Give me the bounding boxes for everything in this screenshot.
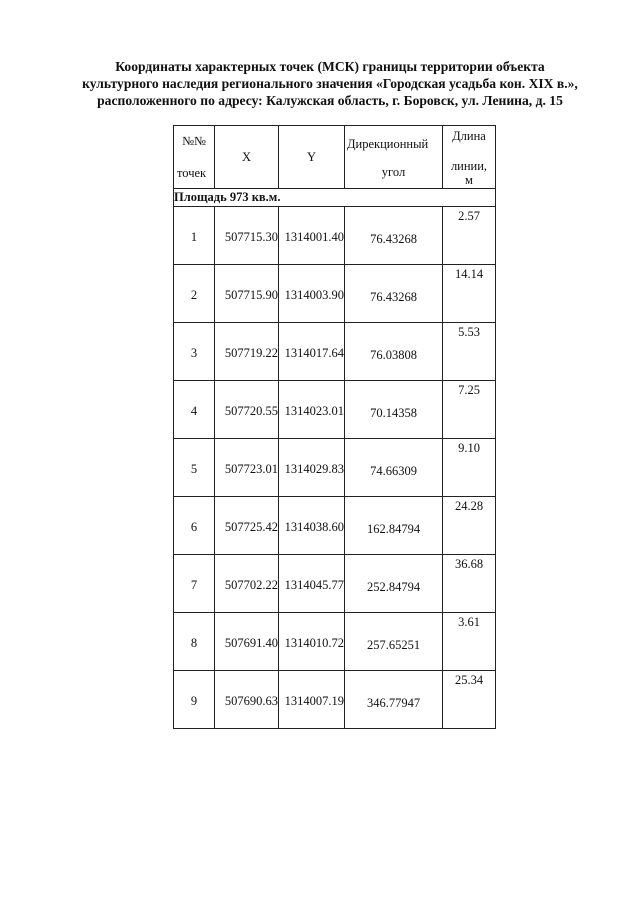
cell-point-number: 6: [174, 497, 215, 555]
cell-x: 507691.40: [215, 613, 279, 671]
cell-line-length: 2.57: [443, 207, 496, 265]
cell-direction-angle: 76.43268: [345, 207, 443, 265]
cell-point-number: 7: [174, 555, 215, 613]
table-row: [174, 381, 496, 439]
cell-y: 1314001.40: [279, 207, 345, 265]
table-row: [174, 207, 496, 265]
cell-direction-angle: 70.14358: [345, 381, 443, 439]
header-num-line1: №№: [182, 134, 206, 148]
cell-x: 507715.30: [215, 207, 279, 265]
cell-point-number: 9: [174, 671, 215, 729]
header-len-line1: Длина: [452, 129, 486, 143]
cell-x: 507725.42: [215, 497, 279, 555]
cell-point-number: 4: [174, 381, 215, 439]
cell-line-length: 25.34: [443, 671, 496, 729]
header-y: Y: [279, 126, 345, 189]
cell-line-length: 14.14: [443, 265, 496, 323]
table-row: [174, 439, 496, 497]
table-row: [174, 555, 496, 613]
header-dir-line1: Дирекционный: [347, 137, 429, 151]
table-header-row: [174, 126, 496, 189]
header-point-number: [174, 126, 215, 189]
cell-point-number: 1: [174, 207, 215, 265]
cell-x: 507719.22: [215, 323, 279, 381]
table-row: [174, 497, 496, 555]
document-title: [60, 58, 600, 109]
cell-line-length: 3.61: [443, 613, 496, 671]
header-line-length: [443, 126, 496, 189]
table-row: [174, 265, 496, 323]
header-direction-angle: [345, 126, 443, 189]
header-num-line2: точек: [177, 166, 207, 180]
header-len-line3: м: [465, 173, 473, 187]
cell-point-number: 3: [174, 323, 215, 381]
table-row: [174, 671, 496, 729]
coordinates-table: [173, 125, 496, 729]
cell-line-length: 5.53: [443, 323, 496, 381]
cell-direction-angle: 346.77947: [345, 671, 443, 729]
header-len-line2: линии,: [450, 159, 488, 173]
cell-direction-angle: 76.43268: [345, 265, 443, 323]
cell-line-length: 36.68: [443, 555, 496, 613]
table-row: [174, 323, 496, 381]
title-line-2: культурного наследия регионального значения «Городская усадьба кон. XIX в.»,: [82, 76, 578, 91]
cell-direction-angle: 162.84794: [345, 497, 443, 555]
cell-line-length: 24.28: [443, 497, 496, 555]
area-row: [174, 189, 496, 207]
cell-direction-angle: 74.66309: [345, 439, 443, 497]
area-label: Площадь 973 кв.м.: [174, 189, 496, 207]
cell-point-number: 8: [174, 613, 215, 671]
title-line-3: расположенного по адресу: Калужская область, г. Боровск, ул. Ленина, д. 15: [97, 93, 563, 108]
cell-point-number: 2: [174, 265, 215, 323]
cell-y: 1314045.77: [279, 555, 345, 613]
cell-x: 507720.55: [215, 381, 279, 439]
cell-x: 507723.01: [215, 439, 279, 497]
cell-direction-angle: 76.03808: [345, 323, 443, 381]
header-dir-line2: угол: [381, 165, 406, 179]
cell-y: 1314003.90: [279, 265, 345, 323]
header-x: X: [215, 126, 279, 189]
cell-x: 507702.22: [215, 555, 279, 613]
cell-y: 1314017.64: [279, 323, 345, 381]
cell-y: 1314029.83: [279, 439, 345, 497]
cell-y: 1314007.19: [279, 671, 345, 729]
cell-y: 1314023.01: [279, 381, 345, 439]
cell-x: 507690.63: [215, 671, 279, 729]
title-line-1: Координаты характерных точек (МСК) границы территории объекта: [115, 59, 545, 74]
cell-y: 1314038.60: [279, 497, 345, 555]
cell-point-number: 5: [174, 439, 215, 497]
cell-direction-angle: 252.84794: [345, 555, 443, 613]
cell-y: 1314010.72: [279, 613, 345, 671]
cell-x: 507715.90: [215, 265, 279, 323]
cell-line-length: 9.10: [443, 439, 496, 497]
table-row: [174, 613, 496, 671]
cell-direction-angle: 257.65251: [345, 613, 443, 671]
cell-line-length: 7.25: [443, 381, 496, 439]
